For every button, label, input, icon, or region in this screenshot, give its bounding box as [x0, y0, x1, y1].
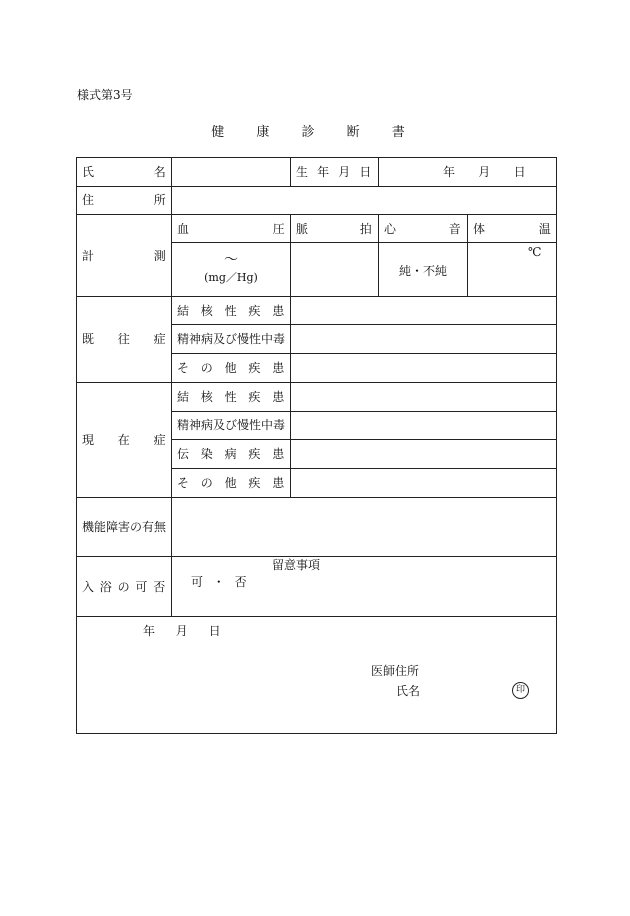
column-divider: [467, 214, 468, 296]
document-title: 健 康 診 断 書: [211, 125, 419, 140]
pulse-label: 脈 拍: [296, 222, 372, 236]
temperature-label: 体 温: [473, 222, 551, 236]
column-divider: [378, 214, 379, 296]
bathing-notes-label: 留意事項: [272, 558, 321, 572]
row-divider: [76, 616, 557, 617]
current-disease-field[interactable]: [291, 412, 556, 439]
seal-mark: 印: [512, 682, 529, 699]
disability-field[interactable]: [172, 498, 556, 556]
address-label: 住 所: [82, 193, 166, 207]
past-history-field[interactable]: [291, 325, 556, 353]
heart-sound-value: 純・不純: [398, 264, 447, 278]
row-divider: [76, 556, 557, 557]
past-history-field[interactable]: [291, 297, 556, 324]
form-number: 様式第3号: [77, 88, 133, 102]
doctor-address-label: 医師住所: [371, 664, 420, 678]
past-history-item: そ の 他 疾 患: [177, 361, 285, 375]
temperature-unit: ℃: [528, 245, 542, 259]
table-border-bottom: [76, 733, 557, 734]
measure-label: 計 測: [82, 249, 166, 263]
blood-pressure-tilde: ～: [224, 252, 238, 268]
name-label: 氏 名: [82, 165, 166, 179]
bathing-label: 入 浴 の 可 否: [82, 580, 166, 594]
current-disease-item: 結 核 性 疾 患: [177, 390, 285, 404]
past-history-field[interactable]: [291, 354, 556, 382]
past-history-item: 精神病及び慢性中毒: [177, 332, 286, 346]
table-border-right: [556, 157, 557, 734]
current-disease-item: そ の 他 疾 患: [177, 476, 285, 490]
birth-label: 生 年 月 日: [296, 165, 372, 179]
signature-date[interactable]: 年 月 日: [143, 624, 221, 638]
current-disease-field[interactable]: [291, 440, 556, 468]
table-border-top: [76, 157, 557, 158]
table-border-left: [76, 157, 77, 734]
past-history-label: 既 往 症: [82, 332, 166, 346]
doctor-name-label: 氏名: [396, 684, 421, 698]
blood-pressure-unit: (mg／Hg): [204, 271, 258, 284]
current-disease-item: 伝 染 病 疾 患: [177, 447, 285, 461]
column-divider: [378, 157, 379, 186]
address-field[interactable]: [172, 187, 556, 214]
pulse-field[interactable]: [291, 243, 378, 296]
blood-pressure-label: 血 圧: [177, 222, 285, 236]
name-field[interactable]: [172, 158, 290, 186]
disability-label: 機能障害の有無: [82, 520, 167, 534]
row-divider: [76, 214, 557, 215]
current-disease-label: 現 在 症: [82, 433, 166, 447]
column-divider: [290, 157, 291, 186]
current-disease-field[interactable]: [291, 383, 556, 411]
current-disease-field[interactable]: [291, 469, 556, 497]
current-disease-item: 精神病及び慢性中毒: [177, 418, 286, 432]
past-history-item: 結 核 性 疾 患: [177, 304, 285, 318]
birth-date-field[interactable]: 年 月 日: [443, 165, 526, 179]
heart-sound-label: 心 音: [384, 222, 461, 236]
bathing-options[interactable]: 可 ・ 否: [191, 575, 247, 589]
